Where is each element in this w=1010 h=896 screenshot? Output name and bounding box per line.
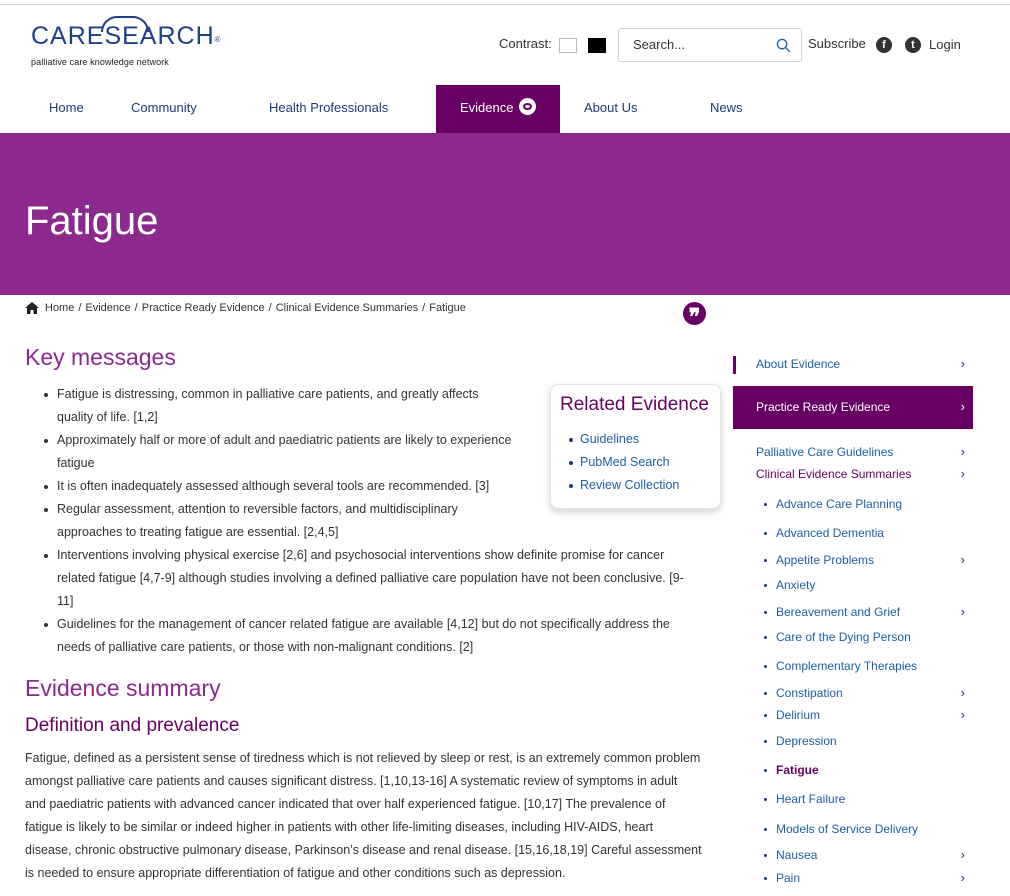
sidebar-topic-label: Anxiety	[776, 578, 816, 592]
sidebar-topic-constipation[interactable]	[733, 685, 973, 701]
main-nav	[0, 85, 1010, 133]
related-link-pubmed-search[interactable]: PubMed Search	[580, 451, 679, 474]
chevron-right-icon[interactable]: ›	[960, 466, 965, 481]
logo-registered-mark: ®	[214, 35, 222, 44]
chevron-right-icon[interactable]: ›	[960, 870, 965, 885]
key-message-line: 11]	[57, 594, 74, 608]
breadcrumb	[25, 302, 466, 314]
paragraph-line: is needed to ensure appropriate differentiation of fatigue and other conditions such as depression.	[25, 866, 566, 880]
facebook-icon[interactable]: f	[876, 37, 892, 53]
twitter-icon[interactable]: t	[905, 37, 921, 53]
key-message	[25, 544, 725, 613]
sidebar-topic-nausea[interactable]	[733, 847, 973, 863]
key-message-line: needs of palliative care patients, or those with non-malignant conditions. [2]	[57, 640, 474, 654]
key-message-line: Fatigue is distressing, common in palliative care patients, and greatly affects	[57, 387, 479, 401]
sidebar-topic-models-of-service-delivery[interactable]	[733, 821, 973, 837]
sidebar-topic-complementary-therapies[interactable]	[733, 658, 973, 674]
key-message	[25, 613, 725, 659]
sidebar-topic-label: Depression	[776, 734, 837, 748]
sidebar-topic-label: Models of Service Delivery	[776, 822, 919, 836]
key-message-line: fatigue	[57, 456, 95, 470]
home-icon[interactable]	[25, 302, 39, 314]
search-box	[618, 28, 802, 62]
key-message-line: approaches to treating fatigue are essential. [2,4,5]	[57, 525, 339, 539]
sidebar-item-label: Clinical Evidence Summaries	[756, 467, 912, 481]
key-message-line: Guidelines for the management of cancer related fatigue are available [4,12] but do not specifically address the	[57, 617, 670, 631]
related-evidence-card	[550, 384, 721, 509]
logo-tagline: palliative care knowledge network	[31, 57, 169, 67]
eye-icon	[519, 98, 536, 115]
breadcrumb-separator: /	[134, 302, 138, 314]
sidebar-topic-label: Appetite Problems	[776, 553, 875, 567]
subscribe-link[interactable]: Subscribe	[808, 36, 866, 51]
nav-news[interactable]: News	[710, 100, 743, 115]
chevron-right-icon[interactable]: ›	[960, 552, 965, 567]
sidebar-topic-bereavement-and-grief[interactable]	[733, 604, 973, 620]
sidebar-topic-label: Advance Care Planning	[776, 497, 903, 511]
nav-evidence[interactable]	[436, 85, 560, 133]
key-message-line: related fatigue [4,7-9] although studies involving a defined palliative care population have not been conclusive. [9-	[57, 571, 684, 585]
sidebar-item-practice-ready-evidence[interactable]	[733, 386, 973, 429]
sidebar-topic-advance-care-planning[interactable]	[733, 496, 973, 512]
paragraph-line: disease, chronic obstructive pulmonary disease, Parkinson’s disease and renal disease. [15,16,18,19] Careful assessment	[25, 843, 702, 857]
paragraph-line: Fatigue, defined as a persistent sense of tiredness which is not relieved by sleep or rest, is an extremely common problem	[25, 751, 701, 765]
chevron-right-icon[interactable]: ›	[960, 444, 965, 459]
breadcrumb-current: Fatigue	[429, 302, 466, 314]
sidebar-topic-depression[interactable]	[733, 733, 973, 749]
sidebar-topic-pain[interactable]	[733, 870, 973, 886]
page-banner	[0, 133, 1010, 295]
chevron-right-icon[interactable]: ›	[960, 604, 965, 619]
key-message-line: quality of life. [1,2]	[57, 410, 158, 424]
sidebar-topic-label: Fatigue	[776, 763, 819, 777]
sidebar-item-label: Palliative Care Guidelines	[756, 445, 894, 459]
breadcrumb-separator: /	[422, 302, 426, 314]
chevron-right-icon[interactable]: ›	[960, 399, 965, 414]
logo-text: CARESEARCH	[31, 22, 215, 50]
sidebar-topic-label: Complementary Therapies	[776, 659, 918, 673]
quote-icon[interactable]: ❞	[683, 302, 706, 325]
key-message-line: Interventions involving physical exercise [2,6] and psychosocial interventions show definite promise for cancer	[57, 548, 665, 562]
sidebar-item-clinical-evidence-summaries[interactable]	[733, 466, 973, 482]
contrast-light-toggle[interactable]	[559, 38, 577, 53]
sidebar-item-label: Practice Ready Evidence	[756, 400, 891, 414]
sidebar-topic-delirium[interactable]	[733, 707, 973, 723]
related-link-review-collection[interactable]: Review Collection	[580, 474, 679, 497]
breadcrumb-separator: /	[268, 302, 272, 314]
definition-prevalence-heading: Definition and prevalence	[25, 715, 240, 736]
nav-community[interactable]: Community	[131, 100, 197, 115]
chevron-right-icon[interactable]: ›	[960, 685, 965, 700]
chevron-right-icon[interactable]: ›	[960, 847, 965, 862]
sidebar-topic-appetite-problems[interactable]	[733, 552, 973, 568]
paragraph-line: amongst palliative care patients and causes significant distress. [1,10,13-16] A systematic review of symptoms in adult	[25, 774, 678, 788]
sidebar-topic-label: Heart Failure	[776, 792, 846, 806]
related-link-guidelines[interactable]: Guidelines	[580, 428, 679, 451]
breadcrumb-evidence[interactable]: Evidence	[85, 302, 131, 314]
sidebar-item-about-evidence[interactable]	[733, 356, 973, 374]
nav-evidence-label: Evidence	[460, 100, 514, 115]
breadcrumb-separator: /	[78, 302, 82, 314]
sidebar-topic-anxiety[interactable]	[733, 577, 973, 593]
nav-health-professionals[interactable]: Health Professionals	[269, 100, 389, 115]
sidebar-topic-care-of-the-dying-person[interactable]	[733, 629, 973, 645]
sidebar-topic-heart-failure[interactable]	[733, 791, 973, 807]
key-messages-heading: Key messages	[25, 344, 176, 370]
related-evidence-list	[580, 428, 679, 497]
key-message-line: Approximately half or more of adult and paediatric patients are likely to experience	[57, 433, 512, 447]
sidebar-topic-label: Nausea	[776, 848, 818, 862]
sidebar-topic-label: Constipation	[776, 686, 843, 700]
definition-paragraph	[25, 747, 725, 885]
evidence-summary-heading: Evidence summary	[25, 675, 221, 701]
breadcrumb-practice-ready-evidence[interactable]: Practice Ready Evidence	[141, 302, 265, 314]
top-border	[0, 4, 1010, 5]
chevron-right-icon[interactable]: ›	[960, 707, 965, 722]
sidebar-item-palliative-care-guidelines[interactable]	[733, 444, 973, 460]
sidebar-topic-label: Pain	[776, 871, 801, 885]
logo[interactable]	[31, 18, 222, 74]
sidebar-item-label: About Evidence	[756, 357, 841, 371]
sidebar-topic-fatigue[interactable]	[733, 762, 973, 778]
sidebar-topic-label: Bereavement and Grief	[776, 605, 901, 619]
contrast-label: Contrast:	[499, 36, 552, 51]
related-evidence-heading: Related Evidence	[560, 394, 709, 415]
sidebar-topic-advanced-dementia[interactable]	[733, 525, 973, 541]
paragraph-line: and paediatric patients with advanced cancer indicated that over half experienced fatigue. [10,17] The prevalence of	[25, 797, 666, 811]
key-message-line: It is often inadequately assessed although several tools are recommended. [3]	[57, 479, 490, 493]
login-link[interactable]: Login	[929, 37, 961, 52]
search-input[interactable]	[633, 37, 773, 52]
page-title: Fatigue	[25, 199, 159, 243]
breadcrumb-clinical-evidence-summaries[interactable]: Clinical Evidence Summaries	[275, 302, 419, 314]
sidebar-topic-label: Advanced Dementia	[776, 526, 885, 540]
chevron-right-icon[interactable]: ›	[960, 356, 965, 371]
breadcrumb-home[interactable]: Home	[45, 302, 75, 314]
nav-home[interactable]: Home	[49, 100, 84, 115]
paragraph-line: fatigue is likely to be similar or indeed higher in patients with other life-limiting diseases, including HIV-AIDS, heart	[25, 820, 654, 834]
sidebar-topic-label: Delirium	[776, 708, 821, 722]
key-message-line: Regular assessment, attention to reversible factors, and multidisciplinary	[57, 502, 458, 516]
contrast-dark-toggle[interactable]	[588, 38, 606, 53]
nav-about-us[interactable]: About Us	[584, 100, 638, 115]
sidebar-topic-label: Care of the Dying Person	[776, 630, 911, 644]
search-icon[interactable]	[776, 38, 791, 53]
